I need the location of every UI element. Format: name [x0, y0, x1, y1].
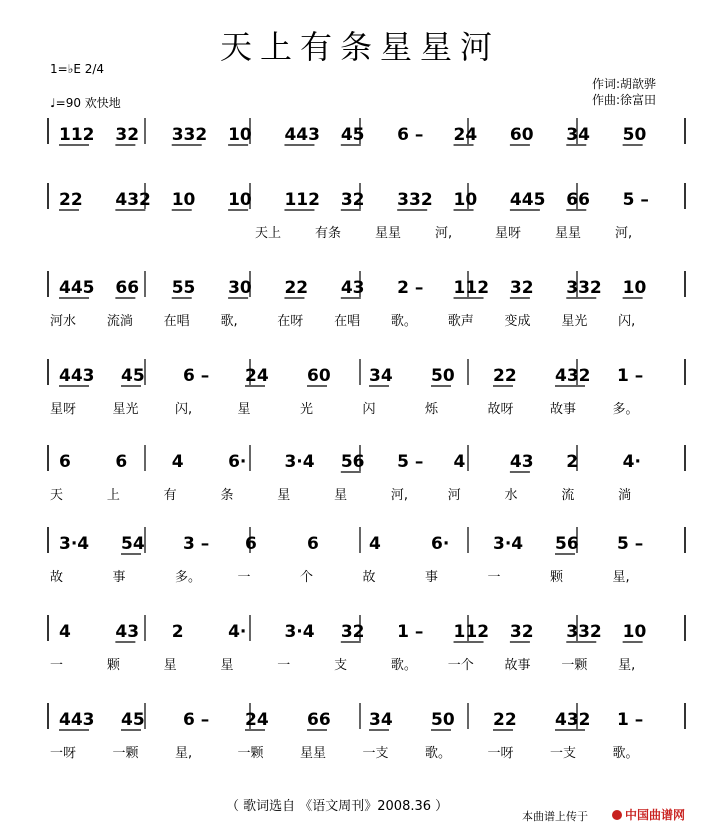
site-logo: 中国曲谱网 — [612, 806, 712, 824]
note-group: 56 — [555, 534, 579, 554]
note-group: 332 — [566, 622, 602, 642]
lyric-syllable: 星星 — [375, 226, 402, 241]
note-group: 10 — [228, 125, 252, 145]
lyric-syllable: 歌声 — [447, 314, 474, 329]
note-group: 5 – — [617, 534, 644, 554]
lyric-syllable: 多。 — [175, 570, 202, 585]
note-group: 2 — [566, 452, 579, 472]
note-group: 22 — [284, 278, 309, 298]
note-group: 1 – — [617, 710, 644, 730]
lyric-syllable: 星, — [612, 570, 630, 585]
note-group: 66 — [115, 278, 140, 298]
note-group: 54 — [121, 534, 145, 554]
note-group: 43 — [340, 278, 365, 298]
lyric-syllable: 支 — [334, 658, 348, 673]
note-group: 112 — [453, 278, 490, 298]
note-group: 45 — [121, 366, 145, 386]
note-group: 4 — [59, 622, 71, 642]
note-group: 3 – — [183, 534, 210, 554]
lyric-syllable: 故 — [362, 570, 376, 585]
note-group: 6 — [307, 534, 319, 554]
lyric-syllable: 星星 — [300, 746, 327, 761]
note-group: 3·4 — [59, 534, 90, 554]
note-group: 32 — [340, 190, 365, 210]
key-signature: 1=♭E 2/4 — [50, 62, 105, 76]
lyric-syllable: 星呀 — [50, 402, 77, 417]
lyric-syllable: 一呀 — [50, 746, 77, 761]
note-group: 50 — [431, 710, 455, 730]
lyric-syllable: 一 — [277, 658, 291, 673]
lyric-syllable: 有条 — [315, 226, 342, 241]
lyric-syllable: 星 — [237, 402, 251, 417]
notes-layer — [59, 125, 649, 730]
lyric-syllable: 一颗 — [561, 658, 588, 673]
lyric-syllable: 有 — [163, 488, 177, 503]
note-group: 432 — [115, 190, 151, 210]
lyric-syllable: 闪, — [618, 314, 636, 329]
note-group: 6 – — [397, 125, 424, 145]
note-group: 10 — [622, 278, 647, 298]
note-group: 50 — [431, 366, 455, 386]
lyric-syllable: 颗 — [550, 570, 564, 585]
lyric-syllable: 颗 — [106, 658, 120, 673]
note-group: 55 — [171, 278, 196, 298]
note-group: 3·4 — [284, 622, 315, 642]
note-group: 22 — [493, 366, 517, 386]
note-group: 443 — [59, 710, 95, 730]
lyric-syllable: 歌。 — [390, 314, 417, 329]
note-group: 112 — [284, 190, 320, 210]
note-group: 5 – — [622, 190, 649, 210]
note-group: 445 — [59, 278, 95, 298]
lyric-syllable: 在唱 — [334, 314, 361, 329]
note-group: 10 — [453, 190, 478, 210]
note-group: 34 — [369, 366, 393, 386]
note-group: 6 – — [183, 710, 210, 730]
lyric-syllable: 烁 — [425, 402, 439, 417]
note-group: 22 — [59, 190, 83, 210]
lyric-syllable: 星, — [175, 746, 193, 761]
lyric-syllable: 故呀 — [487, 402, 514, 417]
lyric-syllable: 河, — [435, 226, 453, 241]
note-group: 45 — [121, 710, 145, 730]
lyric-syllable: 条 — [220, 488, 234, 503]
note-group: 112 — [453, 622, 490, 642]
lyricist-credit: 作词:胡歆骅 — [592, 77, 657, 91]
lyric-syllable: 在唱 — [163, 314, 190, 329]
lyric-syllable: 一支 — [550, 746, 577, 761]
note-group: 30 — [228, 278, 252, 298]
note-group: 1 – — [397, 622, 424, 642]
note-group: 32 — [509, 622, 534, 642]
lyric-syllable: 天上 — [255, 226, 282, 241]
note-group: 4· — [622, 452, 641, 472]
note-group: 56 — [340, 452, 365, 472]
lyric-syllable: 天 — [50, 488, 64, 503]
lyric-syllable: 流 — [561, 488, 575, 503]
lyric-syllable: 水 — [504, 488, 518, 503]
note-group: 22 — [493, 710, 517, 730]
note-group: 24 — [453, 125, 478, 145]
lyric-syllable: 闪, — [175, 402, 193, 417]
lyric-syllable: 一 — [237, 570, 251, 585]
lyric-syllable: 光 — [300, 402, 314, 417]
note-group: 432 — [555, 366, 591, 386]
note-group: 34 — [369, 710, 393, 730]
lyric-syllable: 星, — [618, 658, 636, 673]
note-group: 6 – — [183, 366, 210, 386]
lyric-syllable: 歌。 — [390, 658, 417, 673]
note-group: 3·4 — [284, 452, 315, 472]
lyrics-layer — [50, 226, 639, 761]
note-group: 443 — [284, 125, 320, 145]
lyric-syllable: 星光 — [112, 402, 139, 417]
lyric-syllable: 多。 — [612, 402, 639, 417]
note-group: 445 — [509, 190, 546, 210]
upload-note: 本曲谱上传于 — [522, 810, 588, 823]
note-group: 32 — [115, 125, 140, 145]
note-group: 60 — [509, 125, 534, 145]
note-group: 112 — [59, 125, 95, 145]
lyric-syllable: 河 — [447, 488, 461, 503]
note-group: 24 — [245, 710, 269, 730]
lyric-syllable: 变成 — [504, 314, 531, 329]
note-group: 5 – — [397, 452, 424, 472]
note-group: 3·4 — [493, 534, 524, 554]
lyric-syllable: 一颗 — [237, 746, 264, 761]
note-group: 332 — [566, 278, 602, 298]
lyric-syllable: 个 — [300, 570, 314, 585]
lyric-syllable: 歌, — [220, 314, 238, 329]
lyric-syllable: 星光 — [561, 314, 588, 329]
lyric-syllable: 星 — [220, 658, 234, 673]
note-group: 32 — [509, 278, 534, 298]
note-group: 24 — [245, 366, 269, 386]
note-group: 66 — [307, 710, 331, 730]
lyric-syllable: 一呀 — [487, 746, 514, 761]
lyric-syllable: 故 — [50, 570, 64, 585]
logo-icon — [612, 810, 622, 820]
note-group: 10 — [228, 190, 252, 210]
lyric-syllable: 事 — [425, 570, 439, 585]
lyric-syllable: 星 — [334, 488, 348, 503]
note-group: 4 — [369, 534, 381, 554]
lyric-syllable: 星星 — [555, 226, 582, 241]
note-group: 60 — [307, 366, 331, 386]
lyric-syllable: 歌。 — [612, 746, 639, 761]
note-group: 332 — [171, 125, 208, 145]
note-group: 432 — [555, 710, 591, 730]
lyric-syllable: 一个 — [447, 658, 474, 673]
note-group: 2 – — [397, 278, 424, 298]
note-group: 10 — [171, 190, 196, 210]
lyric-syllable: 河, — [390, 488, 409, 503]
note-group: 1 – — [617, 366, 644, 386]
lyric-syllable: 一支 — [362, 746, 389, 761]
lyric-syllable: 流淌 — [106, 314, 133, 329]
tempo-marking: ♩=90 欢快地 — [50, 96, 121, 110]
lyric-syllable: 故事 — [550, 402, 577, 417]
source-note: （ 歌词选自 《语文周刊》2008.36 ） — [226, 799, 449, 814]
lyric-syllable: 河, — [615, 226, 633, 241]
note-group: 443 — [59, 366, 95, 386]
note-group: 6 — [115, 452, 128, 472]
note-group: 50 — [622, 125, 647, 145]
lyric-syllable: 河水 — [50, 314, 77, 329]
note-group: 6· — [431, 534, 450, 554]
note-group: 4· — [228, 622, 247, 642]
lyric-syllable: 一 — [487, 570, 501, 585]
note-group: 6 — [59, 452, 71, 472]
lyric-syllable: 星 — [163, 658, 177, 673]
lyric-syllable: 一 — [50, 658, 64, 673]
lyric-syllable: 故事 — [504, 658, 531, 673]
note-group: 66 — [566, 190, 590, 210]
note-group: 43 — [509, 452, 534, 472]
lyric-syllable: 一颗 — [112, 746, 139, 761]
lyric-syllable: 歌。 — [425, 746, 452, 761]
lyric-syllable: 闪 — [362, 402, 376, 417]
note-group: 2 — [171, 622, 184, 642]
song-title: 天上有条星星河 — [219, 28, 500, 66]
note-group: 43 — [115, 622, 140, 642]
note-group: 6· — [228, 452, 247, 472]
note-group: 10 — [622, 622, 647, 642]
lyric-syllable: 星呀 — [495, 226, 522, 241]
lyric-syllable: 上 — [106, 488, 120, 503]
note-group: 4 — [453, 452, 466, 472]
composer-credit: 作曲:徐富田 — [592, 93, 657, 107]
lyric-syllable: 星 — [277, 488, 291, 503]
lyric-syllable: 事 — [112, 570, 126, 585]
note-group: 6 — [245, 534, 257, 554]
lyric-syllable: 淌 — [618, 488, 632, 503]
note-group: 45 — [340, 125, 365, 145]
note-group: 32 — [340, 622, 365, 642]
note-group: 34 — [566, 125, 590, 145]
note-group: 332 — [397, 190, 433, 210]
note-group: 4 — [171, 452, 184, 472]
lyric-syllable: 在呀 — [277, 314, 304, 329]
